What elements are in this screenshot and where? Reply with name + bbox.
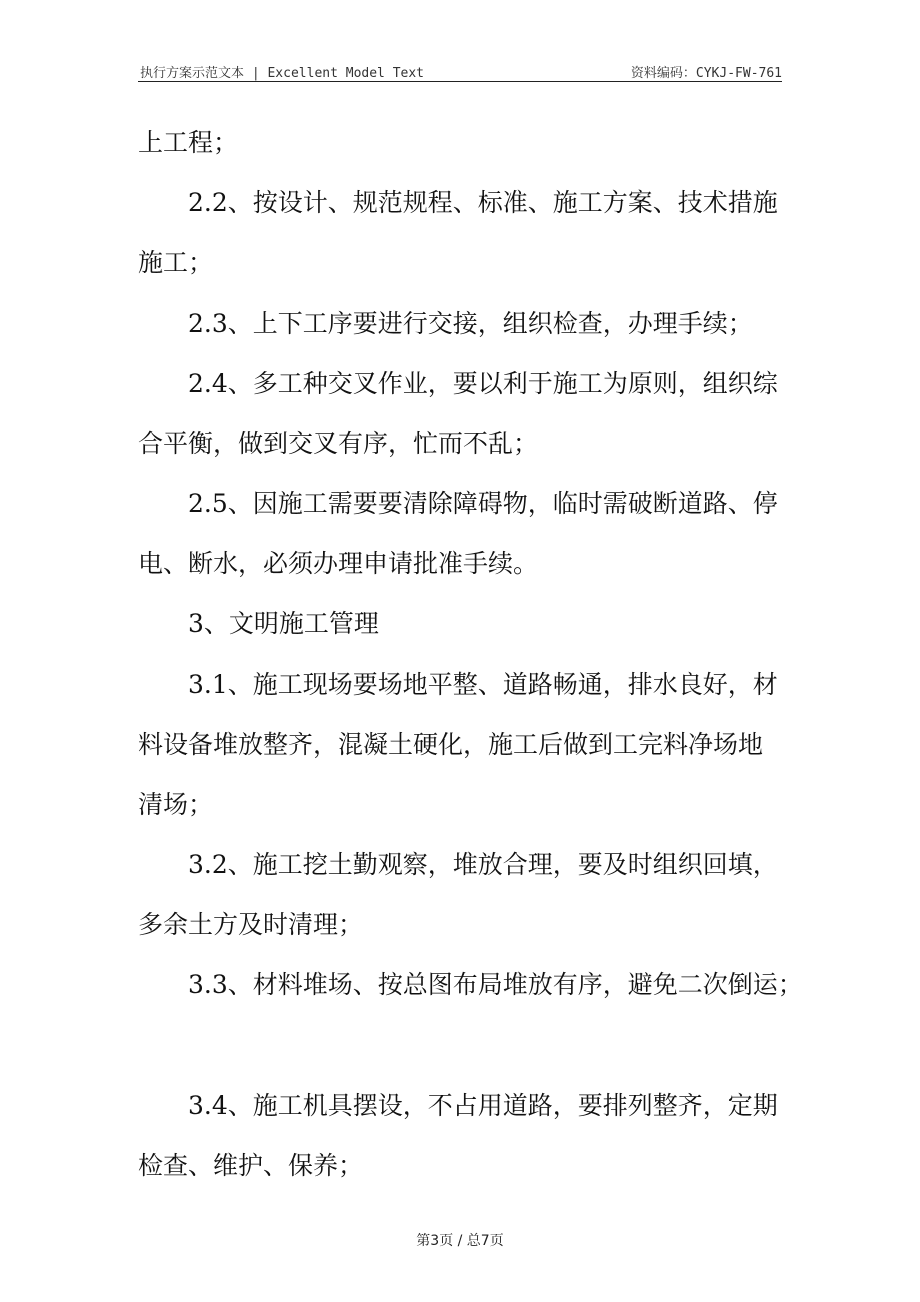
body-line: 施工；	[138, 248, 214, 277]
page-number: 第3页 / 总7页	[416, 1233, 504, 1249]
body-line: 2.5、因施工需要要清除障碍物，临时需破断道路、停	[188, 489, 778, 518]
body-line: 上工程；	[138, 128, 239, 157]
document-code: 资料编码：CYKJ-FW-761	[630, 66, 782, 81]
body-line: 3.4、施工机具摆设，不占用道路，要排列整齐，定期	[188, 1091, 778, 1120]
body-line: 清场；	[138, 790, 214, 819]
body-line: 电、断水，必须办理申请批准手续。	[138, 549, 539, 578]
body-line: 检查、维护、保养；	[138, 1151, 364, 1180]
header-divider	[138, 81, 782, 82]
section-heading: 3、文明施工管理	[188, 609, 379, 638]
body-line: 3.3、材料堆场、按总图布局堆放有序，避免二次倒运；	[188, 970, 803, 999]
body-line: 多余土方及时清理；	[138, 910, 364, 939]
body-line: 合平衡，做到交叉有序，忙而不乱；	[138, 429, 539, 458]
body-line: 3.2、施工挖土勤观察，堆放合理，要及时组织回填，	[188, 850, 778, 879]
body-line: 2.2、按设计、规范规程、标准、施工方案、技术措施	[188, 188, 778, 217]
body-line: 料设备堆放整齐，混凝土硬化，施工后做到工完料净场地	[138, 730, 764, 759]
body-line: 3.1、施工现场要场地平整、道路畅通，排水良好，材	[188, 670, 778, 699]
body-line: 2.3、上下工序要进行交接，组织检查，办理手续；	[188, 309, 753, 338]
header-title: 执行方案示范文本 | Excellent Model Text	[140, 66, 425, 81]
body-line: 2.4、多工种交叉作业，要以利于施工为原则，组织综	[188, 369, 778, 398]
